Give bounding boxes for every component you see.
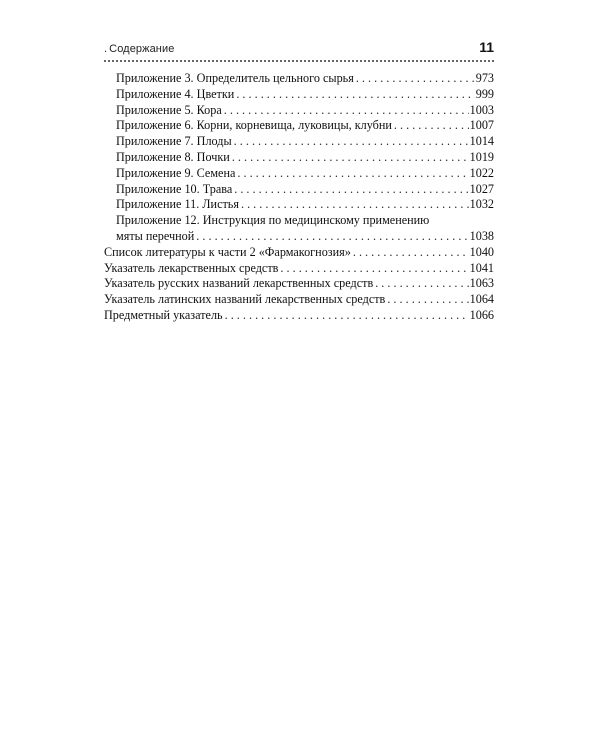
toc-entry-page: 1038	[469, 228, 494, 243]
toc-entry-page: 1022	[469, 165, 494, 180]
toc-entry-appendix-12-line2	[104, 229, 494, 245]
toc-entry-title: Приложение 3. Определитель цельного сырья	[116, 71, 354, 85]
toc-entry-title: Приложение 7. Плоды	[116, 134, 232, 149]
toc-entry-appendix-11	[104, 197, 494, 213]
page-number: 11	[479, 39, 494, 55]
toc-entry-appendix-5	[104, 103, 494, 119]
dot-leader	[234, 182, 468, 198]
toc-entry-appendix-6	[104, 118, 494, 134]
dot-leader	[224, 103, 469, 119]
toc-entry-appendix-10	[104, 182, 494, 198]
toc-entry-appendix-8	[104, 150, 494, 166]
toc-entry-title: Приложение 12. Инструкция по медицинскому применению	[116, 213, 430, 228]
dot-leader	[375, 276, 468, 292]
toc-entry-title: Приложение 9. Семена	[116, 165, 236, 180]
toc-entry-title-continuation: мяты перечной	[116, 228, 195, 243]
dot-leader	[356, 71, 475, 87]
toc-entry-page: 1014	[469, 134, 494, 149]
toc-entry-page: 1032	[469, 197, 494, 212]
toc-entry-page: 1064	[469, 292, 494, 307]
toc-entry-title: Предметный указатель	[104, 307, 223, 322]
toc-entry-page: 1019	[469, 149, 494, 164]
toc-entry-page: 1063	[469, 276, 494, 291]
dot-leader	[387, 292, 468, 308]
toc-entry-page: 999	[475, 86, 494, 101]
dot-leader	[234, 134, 469, 150]
dot-leader	[394, 118, 469, 134]
running-title-text: Содержание	[109, 43, 175, 55]
toc-entry-references	[104, 245, 494, 261]
toc-entry-appendix-7	[104, 134, 494, 150]
dot-leader	[237, 166, 468, 182]
dot-leader	[236, 87, 474, 103]
dot-leader	[280, 261, 468, 277]
toc-entry-title: Приложение 11. Листья	[116, 197, 239, 212]
toc-entry-page: 1041	[469, 260, 494, 275]
toc-entry-title: Указатель латинских названий лекарственных средств	[104, 292, 386, 307]
toc-entry-page: 1003	[469, 102, 494, 117]
toc-entry-latin-names-index	[104, 292, 494, 308]
dot-leader	[353, 245, 469, 261]
toc-entry-subject-index	[104, 308, 494, 324]
toc-entry-drug-index	[104, 261, 494, 277]
running-head	[104, 40, 494, 60]
toc-entry-russian-names-index	[104, 276, 494, 292]
toc-entry-appendix-9	[104, 166, 494, 182]
dot-leader	[241, 197, 469, 213]
toc-entry-title: Приложение 8. Почки	[116, 149, 230, 164]
toc-entry-page: 1007	[469, 118, 494, 133]
dot-leader	[225, 308, 469, 324]
toc-entry-page: 1040	[469, 244, 494, 259]
toc-entry-appendix-4	[104, 87, 494, 103]
toc-entry-appendix-12-line1	[104, 213, 494, 229]
toc-entry-page: 973	[475, 71, 494, 85]
table-of-contents	[104, 71, 494, 324]
toc-entry-page: 1027	[469, 181, 494, 196]
dot-leader	[232, 150, 469, 166]
toc-entry-title: Приложение 5. Кора	[116, 102, 222, 117]
toc-entry-title: Приложение 10. Трава	[116, 181, 233, 196]
toc-entry-page: 1066	[469, 307, 494, 322]
toc-entry-title: Приложение 6. Корни, корневища, луковицы, клубни	[116, 118, 392, 133]
toc-entry-appendix-3	[104, 71, 494, 87]
toc-entry-title: Указатель русских названий лекарственных средств	[104, 276, 374, 291]
dot-leader	[196, 229, 468, 245]
toc-entry-title: Список литературы к части 2 «Фармакогнозия»	[104, 244, 351, 259]
header-dotted-rule	[104, 60, 494, 62]
toc-entry-title: Приложение 4. Цветки	[116, 86, 235, 101]
toc-entry-title: Указатель лекарственных средств	[104, 260, 279, 275]
running-title: . Содержание	[104, 43, 175, 55]
